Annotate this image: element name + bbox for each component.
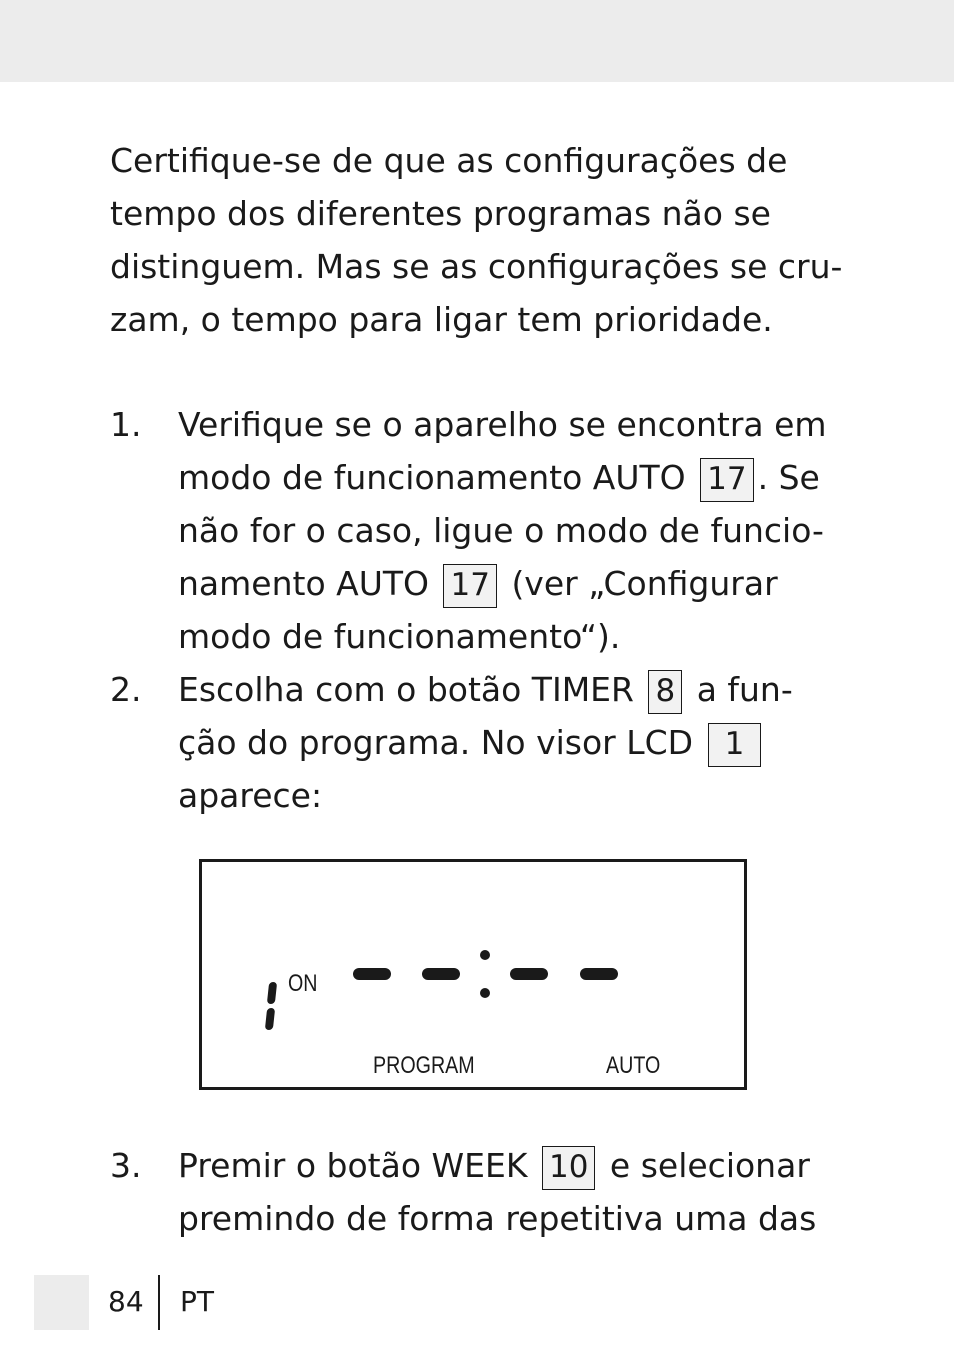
step-line: modo de funcionamento AUTO 17 . Se — [178, 451, 898, 504]
reference-box-8: 8 — [648, 670, 682, 714]
step-line: Premir o botão WEEK 10 e selecionar — [178, 1139, 898, 1192]
step-2-number: 2. — [110, 670, 142, 709]
reference-box-1: 1 — [708, 723, 762, 767]
lcd-on-label: ON — [288, 970, 318, 997]
reference-box-17: 17 — [700, 458, 753, 502]
lcd-dash — [510, 968, 548, 980]
step-line: Escolha com o botão TIMER 8 a fun- — [178, 663, 898, 716]
intro-line: tempo dos diferentes programas não se — [110, 194, 771, 233]
footer-marker — [34, 1275, 89, 1330]
lcd-colon-dot — [480, 988, 490, 998]
step-3-number: 3. — [110, 1146, 142, 1185]
intro-line: zam, o tempo para ligar tem prioridade. — [110, 300, 773, 339]
step-line: namento AUTO 17 (ver „Configurar — [178, 557, 898, 610]
lcd-colon-dot — [480, 950, 490, 960]
lcd-display-illustration — [199, 859, 747, 1090]
lcd-dash — [580, 968, 618, 980]
footer-divider — [158, 1275, 160, 1330]
header-band — [0, 0, 954, 82]
language-code: PT — [180, 1285, 214, 1318]
step-line: modo de funcionamento“). — [178, 617, 621, 656]
step-line: premindo de forma repetitiva uma das — [178, 1199, 817, 1238]
reference-box-10: 10 — [542, 1146, 595, 1190]
lcd-dash — [422, 968, 460, 980]
lcd-digit-1-upper-segment — [267, 982, 277, 1004]
lcd-digit-1-lower-segment — [265, 1008, 275, 1030]
page-number: 84 — [108, 1285, 144, 1318]
lcd-dash — [353, 968, 391, 980]
step-1-number: 1. — [110, 405, 142, 444]
step-2-text — [178, 663, 898, 822]
intro-line: distinguem. Mas se as configurações se cru- — [110, 247, 843, 286]
step-line: não for o caso, ligue o modo de funcio- — [178, 511, 824, 550]
step-line: aparece: — [178, 776, 323, 815]
step-3-text — [178, 1139, 898, 1245]
intro-paragraph — [110, 134, 850, 346]
step-line: ção do programa. No visor LCD 1 — [178, 716, 898, 769]
intro-line: Certifique-se de que as configurações de — [110, 141, 788, 180]
step-1-text — [178, 398, 898, 663]
lcd-auto-label: AUTO — [606, 1052, 661, 1079]
step-line: Verifique se o aparelho se encontra em — [178, 405, 827, 444]
lcd-program-label: PROGRAM — [373, 1052, 475, 1079]
reference-box-17: 17 — [443, 564, 496, 608]
